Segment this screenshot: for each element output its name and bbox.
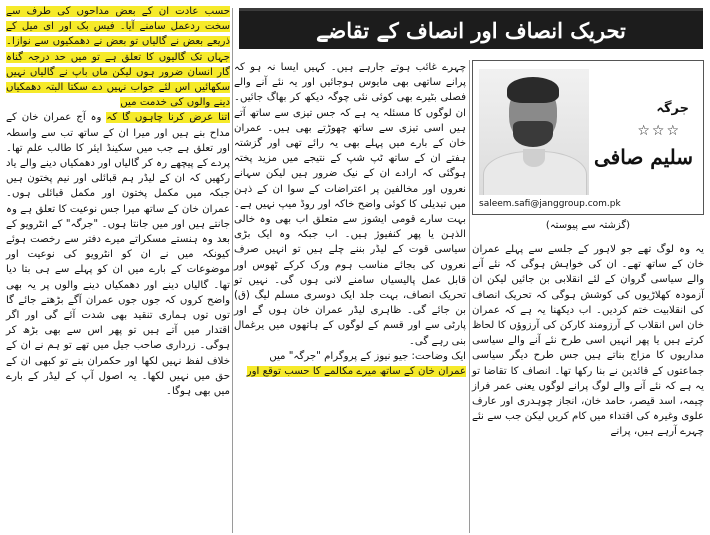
- photo-hair: [507, 77, 559, 103]
- highlighted-text: عمران خان کے ساتھ میرے مکالمے کا حسب توقع اور: [246, 366, 466, 378]
- headline-banner: [239, 8, 703, 49]
- author-email: saleem.safi@janggroup.com.pk: [479, 199, 621, 209]
- continued-note: (گزشتہ سے پیوستہ): [545, 220, 631, 231]
- photo-collar: [523, 149, 545, 167]
- column-divider: [232, 8, 233, 533]
- series-label: جرگہ: [656, 101, 689, 116]
- column-left: [6, 4, 230, 399]
- highlighted-text: حسب عادت ان کے بعض مداحوں کی طرف سے سخت ردعمل سامنے آیا۔ فیس بک اور ای میل کے ذریعے بعض نے گالیاں تو بعض نے دھمکیوں سے نوازا۔ جہاں تک گالیوں کا تعلق ہے تو میں حد درجہ گناہ گار انسان ضرور ہوں لیکن ماں باپ نے گالیاں نہیں سکھائیں اس لئے جواب نہیں دے سکتا البتہ دھمکیاں دینے والوں کی خدمت میں: [6, 6, 230, 109]
- column-left-text: وہ آج عمران خان کے مداح بنے ہیں اور میرا ان کے ساتھ تب سے واسطہ اور تعلق ہے جب میں سکینڈ ایئر کا طالب علم تھا۔ پردے کے پیچھے رہ کر گالیاں اور دھمکیاں دینے والے یاد رکھیں کہ ان کے لیڈر ہم قبائلی اور نیم پختون ہیں جبکہ میں مکمل پختون اور مکمل قبائلی ہوں۔ عمران خان کے ساتھ میرا جس نوعیت کا تعلق ہے وہ جانتے ہیں اور میں جانتا ہوں۔ "جرگہ" کے انٹرویو کے بعد وہ ہنستے مسکراتے میرے دفتر سے رخصت ہوئے کیونکہ میں نے ان کو انٹرویو کی نوعیت اور موضوعات کے بارے میں ان کو پہلے سے ہی بتا دیا تھا۔ گالیاں دینے اور دھمکیاں دینے والوں پر یہ بھی واضح کروں کہ جوں جوں عمران آگے بڑھتے جائے گا توں توں ہماری تنقید بھی شدت آئے گی اور اگر اقتدار میں آتے ہیں تو پھر اس سے بھی بڑھ کر ہوگی۔ زرداری صاحب جیل میں تھے تو ہم نے ان کے خلاف لفظ نہیں لکھا اور حکمران بنے تو کبھی ان کے حق میں نہیں لکھا۔ یہ اصول آپ کے لیڈر کے بارے میں بھی ہوگا۔: [6, 112, 230, 398]
- author-photo: [479, 69, 589, 195]
- column-divider: [469, 60, 470, 533]
- column-middle-text: چہرے غائب ہوتے جارہے ہیں۔ کہیں ایسا نہ ہو کہ پرانے ساتھی بھی مایوس ہوجائیں اور یہ نئے آنے والے فصلی بٹیرے بھی کوئی نئی چوگہ دیکھ کر بھاگ جائیں۔ ان لوگوں کا مسئلہ یہ ہے کہ جس تیزی سے ساتھ آتے ہیں اسی تیزی سے ساتھ چھوڑتے بھی ہیں۔ عمران خان کے بارے میں پہلے بھی یہ رائے تھی اور گزشتہ ہفتے ان کے ساتھ ٹپ شپ کے نتیجے میں مزید پختہ ہوگئی کہ ارادے ان کے نیک ضرور ہیں لیکن سہانے نعروں اور مخالفین پر اعتراضات کے سوا ان کے ذہن میں تبدیلی کا کوئی واضح خاکہ اور روڈ میپ نہیں ہے۔ بہت سارے قومی ایشوز سے متعلق اب بھی وہ خالی الذہن یا پھر کنفیوژ ہیں۔ اب جبکہ وہ ایک بڑی سیاسی قوت کے لیڈر بننے چلے ہیں تو انہیں صرف نعروں کی بجائے مناسب ہوم ورک کرکے ٹھوس اور قابل عمل پالیسیاں سامنے لانی ہوں گی۔ نہیں تو تحریک انصاف، بہت جلد ایک دوسری مسلم لیگ (ق) بن جائے گی۔ ظاہری لیڈر عمران خان ہوں گے اور پارٹی سے اور قسم کے لوگوں کے ہاتھوں میں یرغمال بنی رہے گی۔: [234, 62, 466, 347]
- stars-decoration: ☆☆☆: [637, 123, 681, 139]
- column-middle: [234, 60, 466, 379]
- column-middle-note: ایک وضاحت: جیو نیوز کے پروگرام "جرگہ" میں: [269, 350, 466, 362]
- headline-title: تحریک انصاف اور انصاف کے تقاضے: [316, 17, 626, 43]
- author-box: [472, 60, 704, 215]
- photo-beard: [513, 121, 553, 147]
- column-right-text: یہ وہ لوگ تھے جو لاہور کے جلسے سے پہلے عمران خان کے ساتھ تھے۔ ان کی خواہش ہوگی کہ نئے آنے والے سیاسی گروان کے لئے انقلابی بن جائیں لیکن ان آزمودہ کھلاڑیوں کی کوشش ہوگی کہ تحریک انصاف کی انقلابیت ختم کردیں۔ اب دیکھنا یہ ہے کہ عمران خان اس انقلاب کے آرزومند کارکن کی آرزوؤں کا لحاظ کرتے ہیں یا پھر انہیں اسی طرح نئے آنے والے سیاسی مداریوں کا مزاج بناتے ہیں جس طرح دیگر سیاسی جماعتوں کے قائدین نے بنا رکھا تھا۔ انصاف کا تقاضا تو یہ ہے کہ نئے آنے والے لوگ پرانے لوگوں یعنی عمر فراز چیمہ، اسد قیصر، حامد خان، انجاز چوہدری اور عارف علوی وغیرہ کی اقتداء میں کام کریں لیکن جب سے نئے چہرے آرہے ہیں، پرانے: [472, 244, 704, 438]
- column-right: [472, 242, 704, 440]
- highlighted-text: اتنا عرض کرنا چاہوں گا کہ: [106, 112, 230, 124]
- author-name: سلیم صافی: [594, 145, 693, 169]
